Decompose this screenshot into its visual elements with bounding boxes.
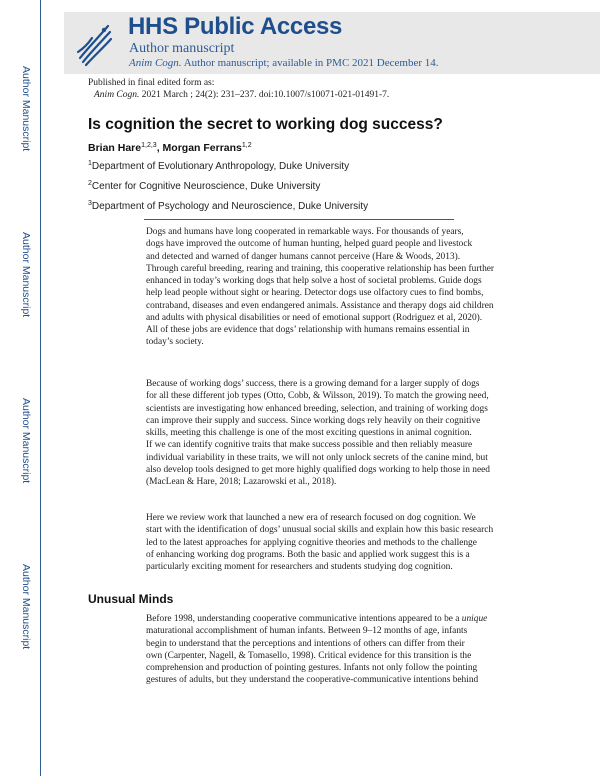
margin-label-2: Author Manuscript	[20, 232, 32, 318]
margin-label-4: Author Manuscript	[20, 564, 32, 650]
article-title: Is cognition the secret to working dog success?	[88, 116, 443, 133]
author-affiliation-marks: 1,2	[241, 142, 252, 149]
citation-journal: Anim Cogn.	[129, 57, 182, 69]
published-in-label: Published in final edited form as:	[88, 78, 215, 88]
author-name: Brian Hare	[88, 142, 142, 154]
publication-citation	[88, 89, 389, 101]
author-list	[88, 142, 252, 154]
paragraph-2: Because of working dogs’ success, there is a growing demand for a larger supply of dogs for all these different job types (Otto, Cobb, & Wilsson, 2019). To match the growing need, scientists are investigating how enhanced breeding, selection, and training of working dogs can improve their supply and success. Since working dogs rely heavily on their cognitive skills, meeting this challenge is one of the most exciting questions in animal cognition. If we can identify cognitive traits that make success possible and then reliably measure individual variability in these traits, we will not only unlock secrets of the canine mind, but also develop tools designed to get more highly qualified dogs working to help those in need (MacLean & Hare, 2018; Lazarowski et al., 2018).	[146, 379, 490, 487]
manuscript-citation	[129, 57, 438, 69]
margin-rule	[40, 0, 41, 776]
citation-availability: Author manuscript; available in PMC 2021 December 14.	[181, 57, 439, 69]
publication-details: 2021 March ; 24(2): 231–237. doi:10.1007/s10071-021-01491-7.	[139, 90, 390, 100]
section-heading: Unusual Minds	[88, 592, 174, 606]
affiliation-3: $^3$Department of Psychology and Neuroscience, Duke University	[88, 200, 369, 212]
paragraph-3: Here we review work that launched a new era of research focused on dog cognition. We start with the identification of dogs’ unusual social skills and explain how this basic research led to the latest approaches for applying cognitive theories and methods to the challenge of enhancing working dog programs. Both the basic and applied work suggest this is a particularly exciting moment for researchers and students studying dog cognition.	[146, 513, 494, 572]
author-name: Morgan Ferrans	[162, 142, 242, 154]
hhs-eagle-logo-icon	[74, 18, 114, 68]
author-separator: ,	[156, 142, 163, 154]
affiliation-2: $^2$Center for Cognitive Neuroscience, Duke University	[88, 180, 321, 192]
affiliation-1: $^1$Department of Evolutionary Anthropology, Duke University	[88, 160, 350, 172]
abstract-divider	[144, 219, 454, 220]
margin-label-1: Author Manuscript	[20, 66, 32, 152]
publication-journal: Anim Cogn.	[94, 90, 140, 100]
section-paragraph: Before 1998, understanding cooperative communicative intentions appeared to be a unique maturational accomplishment of human infants. Between 9–12 months of age, infants begin to understand that the perceptions and intentions of others can differ from their own (Carpenter, Nagell, & Tomasello, 1998). Critical evidence for this transition is the comprehension and production of pointing gestures. Infants not only follow the pointing gestures of adults, but they understand the cooperative-communicative intentions behind	[146, 614, 488, 686]
hhs-public-access-title: HHS Public Access	[128, 13, 343, 40]
author-manuscript-label: Author manuscript	[129, 41, 235, 56]
publication-info	[88, 77, 389, 101]
margin-label-3: Author Manuscript	[20, 398, 32, 484]
author-affiliation-marks: 1,2,3	[141, 142, 157, 149]
paragraph-1: Dogs and humans have long cooperated in remarkable ways. For thousands of years, dogs have improved the outcome of human hunting, helped guard people and livestock and detected and warned of danger humans cannot perceive (Hare & Woods, 2013). Through careful breeding, rearing and training, this cooperative relationship has been further enhanced in today’s working dogs that help solve a host of societal problems. Guide dogs help lead people without sight or hearing. Detector dogs use olfactory cues to find bombs, contraband, diseases and even endangered animals. Assistance and therapy dogs aid children and adults with physical disabilities or need of emotional support (Rodriguez et al, 2020). All of these jobs are evidence that dogs’ relationship with humans remains essential in today’s society.	[146, 227, 495, 348]
